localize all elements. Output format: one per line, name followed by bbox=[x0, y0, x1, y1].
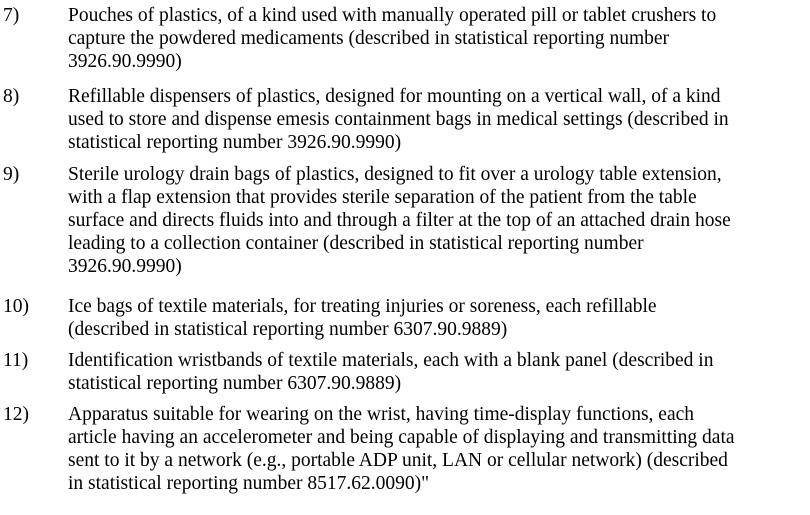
item-number: 11) bbox=[3, 350, 29, 371]
text-line: (described in statistical reporting number 6307.90.9889) bbox=[68, 319, 508, 341]
text-line: capture the powdered medicaments (described in statistical reporting number bbox=[68, 28, 670, 50]
text-line: Refillable dispensers of plastics, designed for mounting on a vertical wall, of a kind bbox=[68, 86, 721, 107]
text-line: leading to a collection container (described in statistical reporting number bbox=[68, 233, 644, 255]
text-line: Sterile urology drain bags of plastics, designed to fit over a urology table extension, bbox=[68, 164, 722, 185]
item-text bbox=[68, 403, 808, 495]
text-line: used to store and dispense emesis containment bags in medical settings (described in bbox=[68, 109, 729, 131]
text-line: Apparatus suitable for wearing on the wrist, having time-display functions, each bbox=[68, 404, 694, 425]
item-text bbox=[68, 4, 808, 73]
text-line: Identification wristbands of textile materials, each with a blank panel (described in bbox=[68, 350, 714, 371]
item-text bbox=[68, 163, 808, 278]
text-line: article having an accelerometer and being capable of displaying and transmitting data bbox=[68, 427, 735, 449]
item-number: 12) bbox=[3, 404, 29, 425]
text-line: in statistical reporting number 8517.62.0090)" bbox=[68, 473, 430, 495]
item-number: 10) bbox=[3, 296, 29, 317]
item-number: 8) bbox=[3, 86, 20, 107]
item-text bbox=[68, 295, 808, 341]
text-line: Ice bags of textile materials, for treating injuries or soreness, each refillable bbox=[68, 296, 657, 317]
text-line: Pouches of plastics, of a kind used with manually operated pill or tablet crushers to bbox=[68, 5, 717, 26]
text-line: 3926.90.9990) bbox=[68, 51, 182, 73]
text-line: surface and directs fluids into and through a filter at the top of an attached drain hose bbox=[68, 210, 731, 232]
text-line: sent to it by a network (e.g., portable ADP unit, LAN or cellular network) (described bbox=[68, 450, 728, 472]
text-line: statistical reporting number 3926.90.9990) bbox=[68, 132, 402, 154]
item-text bbox=[68, 85, 808, 154]
text-line: 3926.90.9990) bbox=[68, 256, 182, 278]
text-line: with a flap extension that provides sterile separation of the patient from the table bbox=[68, 187, 697, 209]
text-line: statistical reporting number 6307.90.9889) bbox=[68, 373, 402, 395]
item-number: 7) bbox=[3, 5, 20, 26]
item-number: 9) bbox=[3, 164, 20, 185]
item-text bbox=[68, 349, 808, 395]
